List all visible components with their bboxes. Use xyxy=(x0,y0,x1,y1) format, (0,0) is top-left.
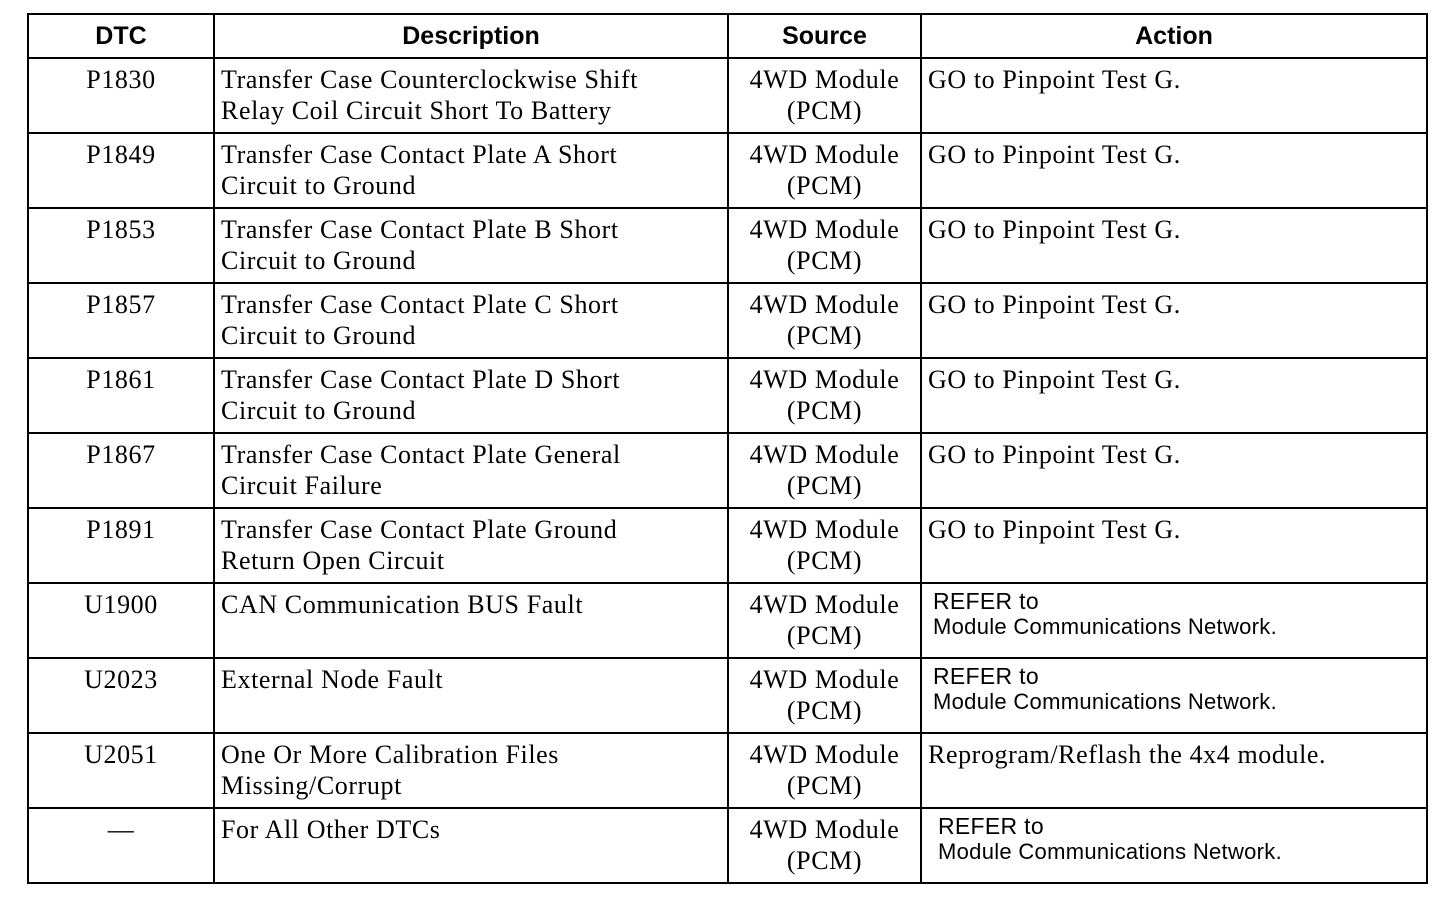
description-cell xyxy=(214,508,728,583)
action-line: GO to Pinpoint Test G. xyxy=(928,290,1181,319)
table-body xyxy=(28,58,1427,883)
source-cell xyxy=(728,58,921,133)
source-line: 4WD Module xyxy=(749,590,900,619)
description-line: Circuit to Ground xyxy=(221,396,417,425)
source-line: 4WD Module xyxy=(749,65,900,94)
description-cell xyxy=(214,208,728,283)
source-line: 4WD Module xyxy=(749,140,900,169)
dtc-code: P1857 xyxy=(86,290,156,319)
dtc-code-cell xyxy=(28,58,214,133)
action-cell xyxy=(921,583,1427,658)
dtc-code: P1853 xyxy=(86,215,156,244)
dtc-code-cell xyxy=(28,283,214,358)
source-cell xyxy=(728,808,921,883)
dtc-code: P1849 xyxy=(86,140,156,169)
description-cell xyxy=(214,808,728,883)
source-line: 4WD Module xyxy=(749,515,900,544)
source-cell xyxy=(728,358,921,433)
source-line: (PCM) xyxy=(786,471,863,500)
source-line: (PCM) xyxy=(786,321,863,350)
column-header-dtc: DTC xyxy=(28,14,214,58)
description-line: For All Other DTCs xyxy=(221,815,441,844)
dtc-code-cell xyxy=(28,208,214,283)
table-row xyxy=(28,508,1427,583)
dtc-table xyxy=(27,13,1428,884)
source-cell xyxy=(728,583,921,658)
action-line: Module Communications Network. xyxy=(933,689,1278,714)
action-line: GO to Pinpoint Test G. xyxy=(928,140,1181,169)
description-line: Return Open Circuit xyxy=(221,546,445,575)
dtc-code: U2051 xyxy=(84,740,158,769)
action-line: REFER to xyxy=(933,663,1039,689)
description-line: Transfer Case Counterclockwise Shift xyxy=(221,65,639,94)
dtc-code: — xyxy=(107,815,135,844)
table-row xyxy=(28,208,1427,283)
action-cell xyxy=(921,133,1427,208)
dtc-code-cell xyxy=(28,508,214,583)
action-line: REFER to xyxy=(938,813,1044,839)
description-line: Circuit to Ground xyxy=(221,246,417,275)
action-cell xyxy=(921,733,1427,808)
dtc-code-cell xyxy=(28,433,214,508)
dtc-code-cell xyxy=(28,583,214,658)
table-header xyxy=(28,14,1427,58)
table-row xyxy=(28,433,1427,508)
description-line: Circuit to Ground xyxy=(221,321,417,350)
source-cell xyxy=(728,433,921,508)
description-cell xyxy=(214,658,728,733)
description-cell xyxy=(214,433,728,508)
source-cell xyxy=(728,733,921,808)
table-row xyxy=(28,283,1427,358)
description-line: Transfer Case Contact Plate B Short xyxy=(221,215,619,244)
description-cell xyxy=(214,283,728,358)
source-cell xyxy=(728,283,921,358)
description-line: Transfer Case Contact Plate D Short xyxy=(221,365,621,394)
description-cell xyxy=(214,58,728,133)
action-line: GO to Pinpoint Test G. xyxy=(928,365,1181,394)
description-line: Transfer Case Contact Plate A Short xyxy=(221,140,618,169)
source-line: (PCM) xyxy=(786,171,863,200)
dtc-code: P1867 xyxy=(86,440,156,469)
source-line: 4WD Module xyxy=(749,440,900,469)
header-row xyxy=(28,14,1427,58)
description-line: Missing/Corrupt xyxy=(221,771,402,800)
dtc-code-cell xyxy=(28,358,214,433)
dtc-code: P1891 xyxy=(86,515,156,544)
dtc-code-cell xyxy=(28,733,214,808)
source-cell xyxy=(728,658,921,733)
action-line: GO to Pinpoint Test G. xyxy=(928,440,1181,469)
description-cell xyxy=(214,733,728,808)
source-line: (PCM) xyxy=(786,96,863,125)
action-line: GO to Pinpoint Test G. xyxy=(928,515,1181,544)
source-cell xyxy=(728,133,921,208)
dtc-code: P1830 xyxy=(86,65,156,94)
column-header-description: Description xyxy=(214,14,728,58)
source-line: 4WD Module xyxy=(749,815,900,844)
source-line: 4WD Module xyxy=(749,215,900,244)
action-cell xyxy=(921,808,1427,883)
dtc-code-cell xyxy=(28,658,214,733)
table-row xyxy=(28,733,1427,808)
source-line: 4WD Module xyxy=(749,290,900,319)
dtc-code: P1861 xyxy=(86,365,156,394)
action-line: GO to Pinpoint Test G. xyxy=(928,215,1181,244)
source-line: (PCM) xyxy=(786,846,863,875)
source-cell xyxy=(728,508,921,583)
action-line: GO to Pinpoint Test G. xyxy=(928,65,1181,94)
column-header-source: Source xyxy=(728,14,921,58)
description-cell xyxy=(214,133,728,208)
source-line: (PCM) xyxy=(786,246,863,275)
description-line: Relay Coil Circuit Short To Battery xyxy=(221,96,612,125)
table-row xyxy=(28,58,1427,133)
action-cell xyxy=(921,433,1427,508)
action-line: Module Communications Network. xyxy=(938,839,1283,864)
action-cell xyxy=(921,58,1427,133)
source-line: 4WD Module xyxy=(749,365,900,394)
dtc-code: U2023 xyxy=(84,665,158,694)
dtc-code: U1900 xyxy=(84,590,158,619)
action-line: Module Communications Network. xyxy=(933,614,1278,639)
action-cell xyxy=(921,358,1427,433)
table-row xyxy=(28,808,1427,883)
action-cell xyxy=(921,658,1427,733)
action-line: Reprogram/Reflash the 4x4 module. xyxy=(928,740,1327,769)
description-line: External Node Fault xyxy=(221,665,444,694)
description-line: Circuit Failure xyxy=(221,471,383,500)
description-line: Transfer Case Contact Plate C Short xyxy=(221,290,619,319)
description-line: Transfer Case Contact Plate General xyxy=(221,440,621,469)
description-cell xyxy=(214,583,728,658)
source-line: (PCM) xyxy=(786,771,863,800)
source-line: (PCM) xyxy=(786,546,863,575)
action-cell xyxy=(921,208,1427,283)
source-line: 4WD Module xyxy=(749,740,900,769)
source-line: (PCM) xyxy=(786,396,863,425)
source-line: (PCM) xyxy=(786,621,863,650)
description-line: CAN Communication BUS Fault xyxy=(221,590,584,619)
source-line: 4WD Module xyxy=(749,665,900,694)
dtc-code-cell xyxy=(28,808,214,883)
dtc-code-cell xyxy=(28,133,214,208)
source-cell xyxy=(728,208,921,283)
table-row xyxy=(28,133,1427,208)
action-line: REFER to xyxy=(933,588,1039,614)
table-row xyxy=(28,583,1427,658)
table-row xyxy=(28,358,1427,433)
table-row xyxy=(28,658,1427,733)
action-cell xyxy=(921,508,1427,583)
action-cell xyxy=(921,283,1427,358)
description-cell xyxy=(214,358,728,433)
description-line: One Or More Calibration Files xyxy=(221,740,560,769)
column-header-action: Action xyxy=(921,14,1427,58)
description-line: Circuit to Ground xyxy=(221,171,417,200)
description-line: Transfer Case Contact Plate Ground xyxy=(221,515,618,544)
source-line: (PCM) xyxy=(786,696,863,725)
